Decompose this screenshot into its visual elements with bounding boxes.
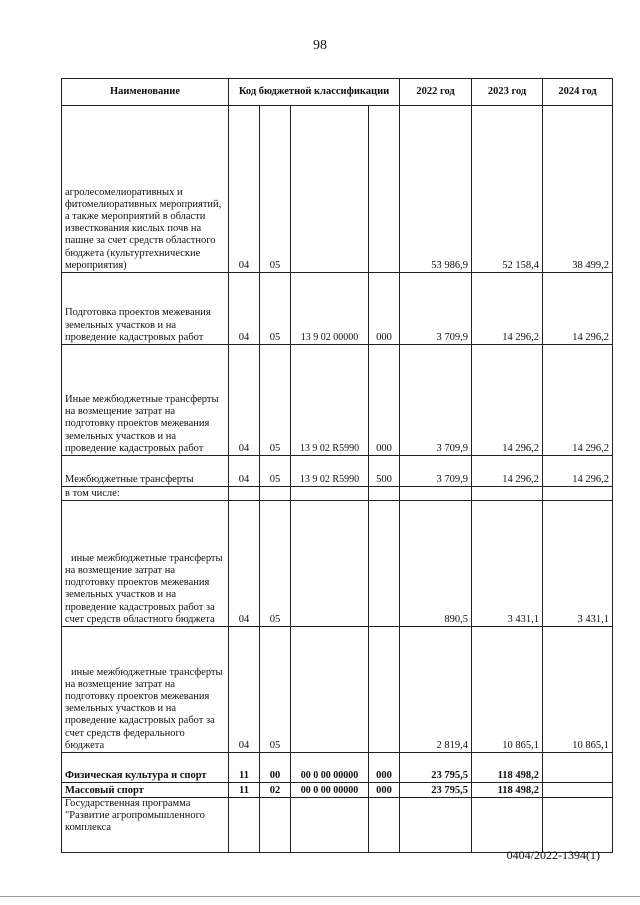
table-row [62, 106, 613, 273]
row-expense-type: 000 [369, 273, 400, 345]
row-section [229, 487, 260, 501]
row-target-code: 00 0 00 00000 [291, 783, 369, 798]
row-2023: 3 431,1 [472, 501, 543, 627]
row-expense-type: 000 [369, 783, 400, 798]
table-row [62, 798, 613, 853]
row-2022: 3 709,9 [400, 273, 472, 345]
table-row [62, 753, 613, 783]
row-target-code [291, 106, 369, 273]
row-subsection: 05 [260, 456, 291, 487]
row-expense-type [369, 487, 400, 501]
table-row [62, 501, 613, 627]
table-row [62, 273, 613, 345]
row-2022: 3 709,9 [400, 456, 472, 487]
row-2024 [543, 783, 613, 798]
row-subsection: 05 [260, 501, 291, 627]
row-section: 04 [229, 456, 260, 487]
table-row [62, 487, 613, 501]
row-2022: 3 709,9 [400, 345, 472, 456]
row-2022: 23 795,5 [400, 783, 472, 798]
row-section: 11 [229, 783, 260, 798]
row-2023: 52 158,4 [472, 106, 543, 273]
row-2024 [543, 487, 613, 501]
row-2024: 14 296,2 [543, 345, 613, 456]
row-2024 [543, 753, 613, 783]
row-2023 [472, 487, 543, 501]
row-2023: 14 296,2 [472, 273, 543, 345]
row-target-code: 00 0 00 00000 [291, 753, 369, 783]
row-2022: 2 819,4 [400, 627, 472, 753]
row-2022: 53 986,9 [400, 106, 472, 273]
row-name: агролесомелиоративных и фитомелиоративных мероприятий, а также мероприятий в области известкования кислых почв на пашне за счет средств областного бюджета (культуртехнические мероприятия) [62, 106, 229, 273]
budget-table [61, 78, 613, 853]
row-section: 04 [229, 106, 260, 273]
row-2024: 38 499,2 [543, 106, 613, 273]
row-target-code: 13 9 02 00000 [291, 273, 369, 345]
row-2022: 23 795,5 [400, 753, 472, 783]
header-code: Код бюджетной классификации [229, 79, 400, 106]
row-target-code [291, 798, 369, 853]
row-name: Межбюджетные трансферты [62, 456, 229, 487]
row-target-code [291, 627, 369, 753]
header-name: Наименование [62, 79, 229, 106]
row-2023: 14 296,2 [472, 345, 543, 456]
row-2023: 118 498,2 [472, 753, 543, 783]
row-section [229, 798, 260, 853]
row-name: Массовый спорт [62, 783, 229, 798]
row-expense-type: 500 [369, 456, 400, 487]
row-subsection: 05 [260, 345, 291, 456]
row-subsection: 05 [260, 106, 291, 273]
row-2024: 3 431,1 [543, 501, 613, 627]
row-expense-type [369, 627, 400, 753]
table-header-row [62, 79, 613, 106]
row-2022: 890,5 [400, 501, 472, 627]
row-subsection: 05 [260, 273, 291, 345]
row-subsection: 05 [260, 627, 291, 753]
row-2024: 14 296,2 [543, 273, 613, 345]
row-subsection [260, 798, 291, 853]
row-section: 04 [229, 501, 260, 627]
table-row [62, 627, 613, 753]
header-2023: 2023 год [472, 79, 543, 106]
row-2023: 14 296,2 [472, 456, 543, 487]
table-row [62, 456, 613, 487]
document-code: 0404/2022-1394(1) [506, 848, 600, 862]
row-expense-type [369, 501, 400, 627]
row-expense-type [369, 106, 400, 273]
row-target-code: 13 9 02 R5990 [291, 345, 369, 456]
row-section: 04 [229, 273, 260, 345]
row-2024 [543, 798, 613, 853]
header-2022: 2022 год [400, 79, 472, 106]
page-bottom-divider [0, 896, 640, 897]
row-2023: 10 865,1 [472, 627, 543, 753]
header-2024: 2024 год [543, 79, 613, 106]
row-subsection [260, 487, 291, 501]
row-2024: 14 296,2 [543, 456, 613, 487]
page-number: 98 [313, 38, 327, 53]
row-target-code [291, 487, 369, 501]
row-2022 [400, 487, 472, 501]
row-name: Иные межбюджетные трансферты на возмещение затрат на подготовку проектов межевания земельных участков и на проведение кадастровых работ [62, 345, 229, 456]
row-name: иные межбюджетные трансферты на возмещение затрат на подготовку проектов межевания земельных участков и на проведение кадастровых работ за счет средств федерального бюджета [62, 627, 229, 753]
row-name: в том числе: [62, 487, 229, 501]
row-subsection: 00 [260, 753, 291, 783]
row-target-code: 13 9 02 R5990 [291, 456, 369, 487]
row-section: 04 [229, 345, 260, 456]
row-expense-type: 000 [369, 345, 400, 456]
row-subsection: 02 [260, 783, 291, 798]
row-section: 04 [229, 627, 260, 753]
table-row [62, 345, 613, 456]
row-2022 [400, 798, 472, 853]
row-2023 [472, 798, 543, 853]
row-expense-type: 000 [369, 753, 400, 783]
row-section: 11 [229, 753, 260, 783]
row-name: Подготовка проектов межевания земельных участков и на проведение кадастровых работ [62, 273, 229, 345]
row-name: иные межбюджетные трансферты на возмещение затрат на подготовку проектов межевания земельных участков и на проведение кадастровых работ за счет средств областного бюджета [62, 501, 229, 627]
row-name: Государственная программа "Развитие агропромышленного комплекса [62, 798, 229, 853]
row-2024: 10 865,1 [543, 627, 613, 753]
row-name: Физическая культура и спорт [62, 753, 229, 783]
row-target-code [291, 501, 369, 627]
table-row [62, 783, 613, 798]
row-2023: 118 498,2 [472, 783, 543, 798]
row-expense-type [369, 798, 400, 853]
